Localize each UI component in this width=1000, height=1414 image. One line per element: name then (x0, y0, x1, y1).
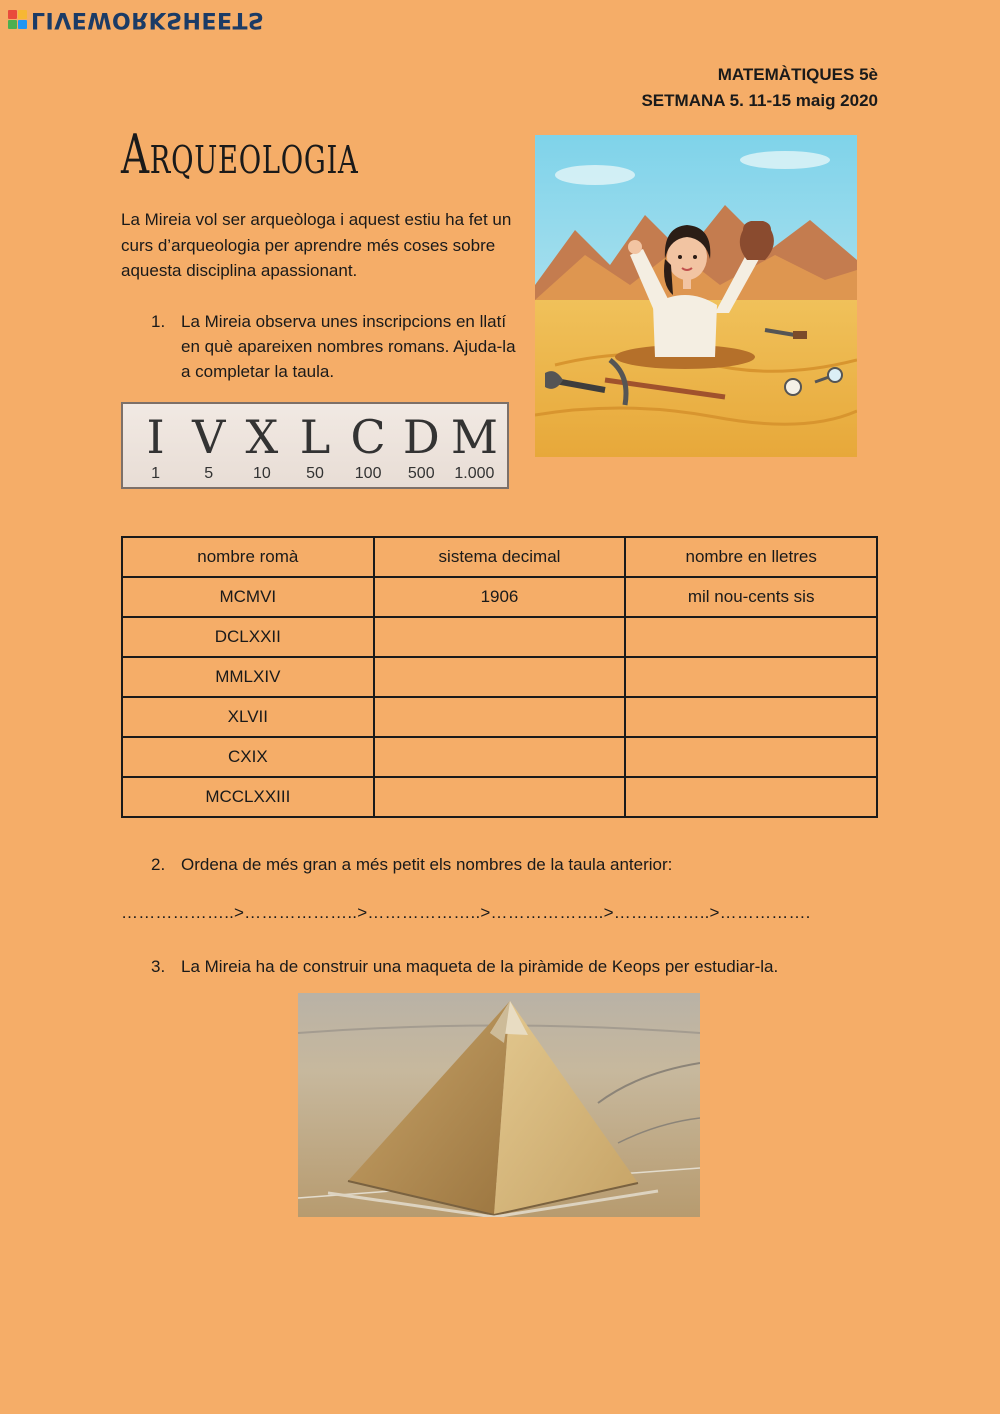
roman-cell: MCCLXXIII (122, 777, 374, 817)
logo-color-blocks (8, 10, 27, 29)
roman-cell: DCLXXII (122, 617, 374, 657)
words-cell: mil nou-cents sis (625, 577, 877, 617)
roman-cell: MMLXIV (122, 657, 374, 697)
numeral-value: 100 (354, 465, 382, 482)
archaeologist-illustration (535, 135, 857, 457)
numeral-symbol: L (299, 410, 331, 464)
numeral-symbol: M (450, 410, 498, 464)
numeral-v (185, 404, 233, 487)
numeral-value: 10 (252, 465, 271, 482)
numeral-symbol: D (402, 410, 440, 464)
words-answer-cell[interactable] (625, 617, 877, 657)
table-row (122, 657, 877, 697)
question-3-text: La Mireia ha de construir una maqueta de la piràmide de Keops per estudiar-la. (181, 957, 779, 976)
numeral-i (132, 404, 180, 487)
question-3 (151, 954, 871, 979)
page-title: Arqueologia (121, 123, 359, 186)
words-answer-cell[interactable] (625, 657, 877, 697)
liveworksheets-logo (8, 6, 264, 32)
week-label: SETMANA 5. 11-15 maig 2020 (641, 91, 878, 110)
decimal-cell: 1906 (374, 577, 626, 617)
table-row (122, 697, 877, 737)
roman-numerals-reference (121, 402, 509, 489)
numeral-value: 1.000 (454, 465, 495, 482)
numeral-x (238, 404, 286, 487)
header-info (641, 62, 878, 114)
question-1 (151, 309, 521, 384)
decimal-answer-cell[interactable] (374, 777, 626, 817)
table-row (122, 577, 877, 617)
numeral-value: 5 (204, 465, 214, 482)
question-1-number: 1. (151, 312, 166, 331)
numeral-symbol: X (245, 410, 279, 464)
question-2-number: 2. (151, 855, 166, 874)
column-header: sistema decimal (374, 537, 626, 577)
question-3-number: 3. (151, 957, 166, 976)
words-answer-cell[interactable] (625, 777, 877, 817)
column-header: nombre en lletres (625, 537, 877, 577)
question-2 (151, 852, 871, 877)
subject-label: MATEMÀTIQUES 5è (717, 65, 878, 84)
numeral-value: 500 (407, 465, 435, 482)
words-answer-cell[interactable] (625, 697, 877, 737)
question-2-text: Ordena de més gran a més petit els nombres de la taula anterior: (181, 855, 673, 874)
numeral-value: 50 (306, 465, 324, 482)
table-row (122, 737, 877, 777)
table-row (122, 617, 877, 657)
order-answer-line[interactable]: ………………..>………………..>………………..>………………..>……………..>……………. (121, 903, 811, 922)
decimal-answer-cell[interactable] (374, 697, 626, 737)
roman-numerals-table (121, 536, 878, 818)
numeral-c (344, 404, 392, 487)
column-header: nombre romà (122, 537, 374, 577)
decimal-answer-cell[interactable] (374, 657, 626, 697)
numeral-symbol: I (146, 410, 165, 464)
roman-cell: MCMVI (122, 577, 374, 617)
roman-cell: XLVII (122, 697, 374, 737)
numeral-m (450, 404, 498, 487)
words-answer-cell[interactable] (625, 737, 877, 777)
numeral-symbol: C (350, 410, 386, 464)
intro-paragraph: La Mireia vol ser arqueòloga i aquest estiu ha fet un curs d’arqueologia per aprendre més coses sobre aquesta disciplina apassionant. (121, 210, 512, 280)
numeral-value: 1 (151, 465, 161, 482)
roman-cell: CXIX (122, 737, 374, 777)
table-row (122, 777, 877, 817)
decimal-answer-cell[interactable] (374, 737, 626, 777)
numeral-d (397, 404, 445, 487)
pyramid-of-keops-photo (298, 993, 700, 1217)
decimal-answer-cell[interactable] (374, 617, 626, 657)
question-1-text: La Mireia observa unes inscripcions en llatí en què apareixen nombres romans. Ajuda-la a completar la taula. (181, 312, 516, 381)
table-header-row (122, 537, 877, 577)
logo-text: LIVEWORKSHEETS (31, 7, 265, 32)
numeral-symbol: V (192, 410, 226, 464)
numeral-l (291, 404, 339, 487)
